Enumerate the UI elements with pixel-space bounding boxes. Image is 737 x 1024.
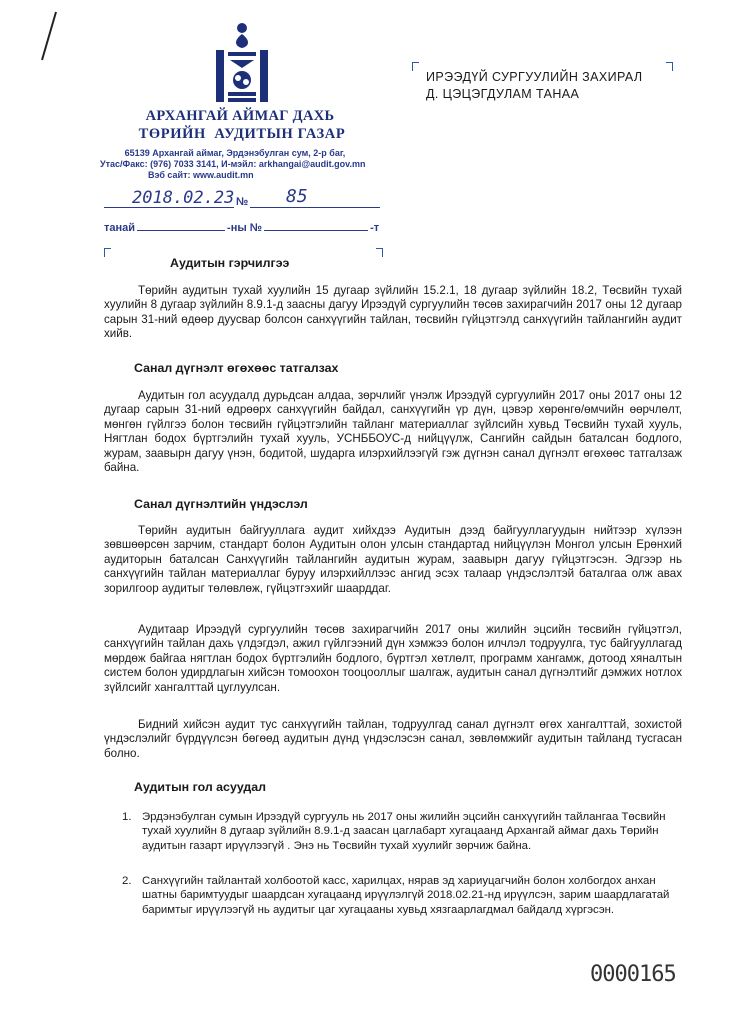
org-website: Вэб сайт: www.audit.mn: [148, 170, 254, 180]
list-item: [122, 810, 682, 853]
org-name-line1: АРХАНГАЙ АЙМАГ ДАХЬ: [145, 108, 335, 124]
number-underline: [250, 207, 380, 208]
handwritten-number: 85: [286, 186, 308, 207]
section1-paragraph: Аудитын гол асуудалд дурьдсан алдаа, зөрчлийг үнэлж Ирээдүй сургуулийн 2017 оны 2017 оны 12 дугаар сарын 31-ний өдрөөрх санхүүгийн байдал, санхүүгийн үр дүн, цэвэр хөрөнгө/өмчийн өөрчлөлт, мөнгөн гүйлгээ болон төсвийн гүйцэтгэлийн тайланг материаллаг зүйлсийн хувьд Төсвийн тухай хууль, Нягтлан бодох бүртгэлийн тухай хууль, УСНББОУС-д нийцүүлж, Сангийн сайдын баталсан бодлого, журам, заавырн дагуу үнэн, бодитой, шударга илэрхийлээгүй гэж дүгнэн санал дүгнэлт өгөхөөс татгалзаж байна.: [104, 389, 682, 475]
ref-blank-2: [264, 230, 368, 231]
list-item-number: 1.: [122, 811, 132, 823]
addressee-line1: ИРЭЭДҮЙ СУРГУУЛИЙН ЗАХИРАЛ: [426, 70, 643, 84]
page-stamp-number: 0000165: [590, 962, 676, 987]
list-item-number: 2.: [122, 875, 132, 887]
list-item-text: Санхүүгийн тайлантай холбоотой касс, харилцах, нярав эд хариуцагчийн болон холбогдох анхан шатны баримтуудыг шаардсан хугацаанд ирүүлэлгүй 2018.02.21-нд ирүүлсэн, зарим шаардлагатай баримтыг ирүүлээгүй нь аудитыг цаг хугацааны хувьд хязгаарлагдмал байдалд хүргэсэн.: [142, 875, 670, 916]
list-item: [122, 874, 682, 917]
org-name-line2: ТӨРИЙН АУДИТЫН ГАЗАР: [138, 126, 346, 142]
addressee-line2: Д. ЦЭЦЭГДУЛАМ ТАНАА: [426, 87, 580, 101]
document-title: Аудитын гэрчилгээ: [170, 256, 290, 270]
section3-heading: Аудитын гол асуудал: [134, 780, 267, 794]
ref-left-label: танай: [104, 222, 136, 234]
ref-mid-label: -ны №: [227, 222, 263, 234]
state-emblem-icon: [212, 20, 272, 106]
handwritten-date: 2018.02.23: [132, 188, 235, 208]
margin-pen-mark: [36, 8, 60, 64]
ref-right-label: -т: [370, 222, 380, 234]
addressee-corner-tr: [666, 62, 673, 71]
intro-paragraph: Төрийн аудитын тухай хуулийн 15 дугаар зүйлийн 15.2.1, 18 дугаар зүйлийн 18.2, Төсвийн тухай хуулийн 8 дугаар зүйлийн 8.9.1-д заасны дагуу Ирээдүй сургуулийн төсөв захирагчийн 2017 оны 12 дугаар сарын 31-ний өдөөр дуусвар болсон санхүүгийн тайлан, төсвийн гүйцэтгэлд санхүүгийн тайлангийн аудит хийв.: [104, 284, 682, 341]
section2-paragraph3: Бидний хийсэн аудит тус санхүүгийн тайлан, тодруулгад санал дүгнэлт өгөх хангалттай, зохистой үндэслэлийг бүрдүүлсэн бөгөөд аудитын дүнд үндэслэсэн санал, зөвлөмжийг аудитын тайланд тусгасан болно.: [104, 718, 682, 760]
ref-row: [104, 222, 379, 234]
body-corner-tl: [104, 248, 111, 257]
list-item-text: Эрдэнэбулган сумын Ирээдүй сургууль нь 2017 оны жилийн эцсийн санхүүгийн тайлангаа Төсвийн тухай хуулийн 8 дугаар зүйлийн 8.9.1-д заасан цаглабарт хугацаанд Архангай аймаг дахь Төрийн аудитын газарт ирүүлээгүй . Энэ нь Төсвийн тухай хуулийг зөрчиж байна.: [142, 811, 666, 852]
section1-heading: Санал дүгнэлт өгөхөөс татгалзах: [134, 361, 339, 375]
ref-blank-1: [137, 230, 225, 231]
section2-paragraph2: Аудитаар Ирээдүй сургуулийн төсөв захирагчийн 2017 оны жилийн эцсийн төсвийн гүйцэтгэл, санхүүгийн тайлан дахь үлдэгдэл, ажил гүйлгээний дүн хэмжээ болон илчлэл тодруулга, тус байгууллагад мөрдөж байгаа нягтлан бодох бүртгэлийн бодлого, бүртгэл хөтлөлт, программ хангамж, дотоод хяналтын систем болон удирдлагын хийсэн томоохон тооцооллыг шалгаж, аудитын санал дүгнэлтийг дэмжих нотлох зүйлсийг хангалттай цуглуулсан.: [104, 623, 682, 694]
addressee-corner-tl: [412, 62, 419, 71]
org-address: 65139 Архангай аймаг, Эрдэнэбулган сум, 2-р баг,: [124, 148, 346, 158]
body-corner-tr: [376, 248, 383, 257]
date-underline: [104, 207, 234, 208]
number-label: №: [236, 196, 249, 208]
section2-heading: Санал дүгнэлтийн үндэслэл: [134, 497, 308, 511]
org-contact: Утас/Факс: (976) 7033 3141, И-мэйл: arkhangai@audit.gov.mn: [100, 159, 366, 169]
section2-paragraph1: Төрийн аудитын байгууллага аудит хийхдээ Аудитын дээд байгууллагуудын нийтээр хүлээн зөвшөөрсөн зарчим, стандарт болон Аудитын олон улсын стандартад нийцүүлэн Монгол улсын Ерөнхий аудиторын баталсан Санхүүгийн тайлангийн аудитын журам, заавырн дагуу гүйцэтгэсэн. Эдгээр нь санхүүгийн тайлан материаллаг буруу илэрхийллээс ангид эсэх талаар үндэслэлтэй баталгаа олж авах зорилгоор аудитыг төлөвлөж, гүйцэтгэхийг шаарддаг.: [104, 524, 682, 595]
